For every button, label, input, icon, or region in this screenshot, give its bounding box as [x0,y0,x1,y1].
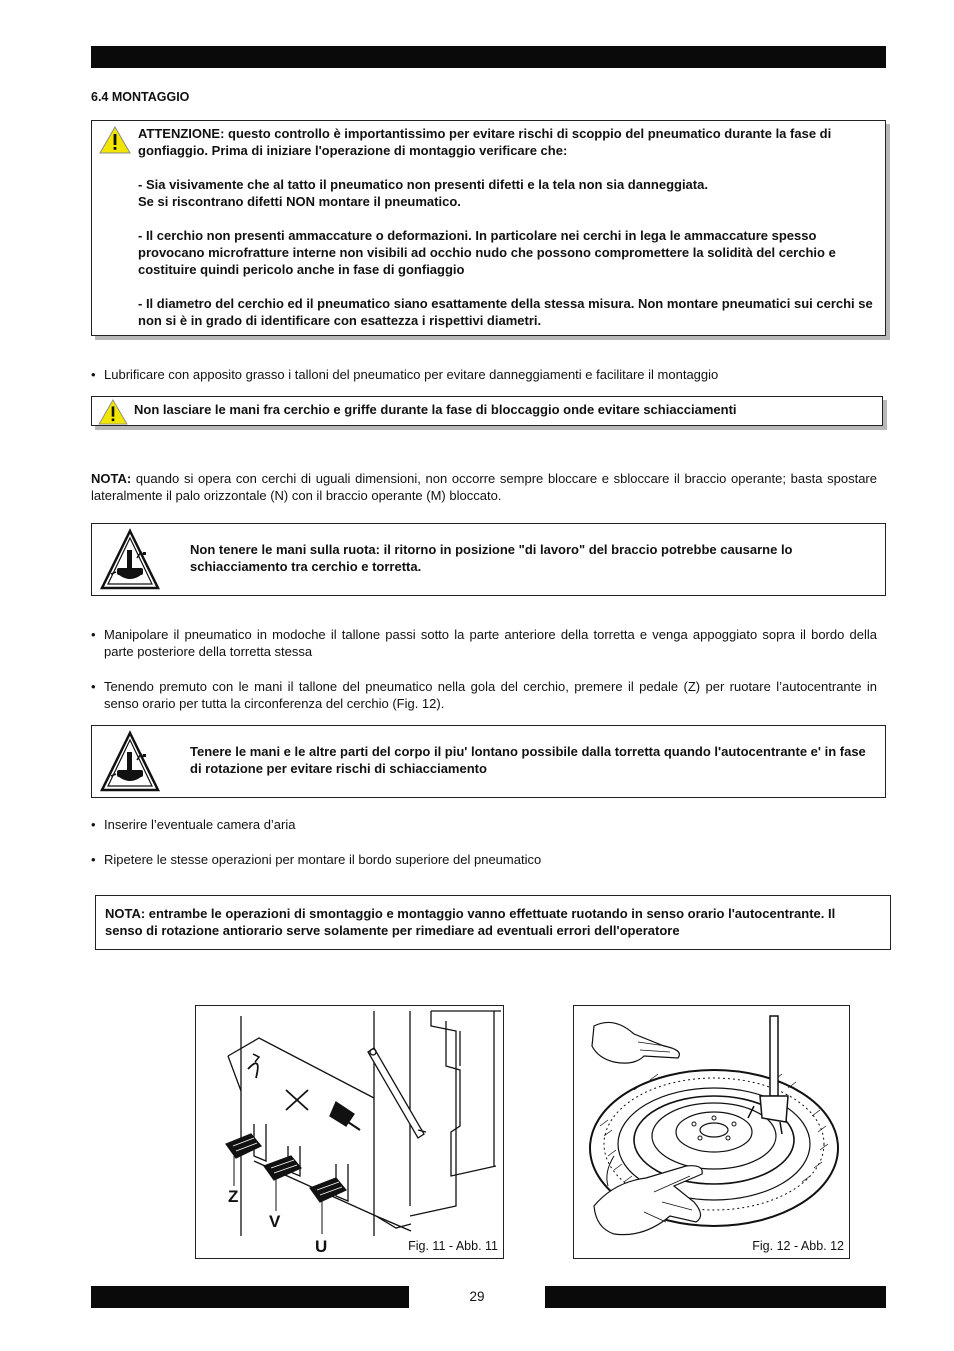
pedal-label: V [269,1212,281,1231]
warning-triangle-icon [99,126,131,154]
warning-paragraph: - Sia visivamente che al tatto il pneumatico non presenti difetti e la tela non sia danneggiata. Se si riscontrano difetti NON montare il pneumatico. [138,177,708,209]
figure-11 [195,1005,504,1259]
warning-box-main [91,120,886,336]
bullet-item: • Inserire l’eventuale camera d’aria [91,816,877,833]
warning-hands-text: Non lasciare le mani fra cerchio e griffe durante la fase di bloccaggio onde evitare schiacciamenti [134,402,737,417]
bullet-item: • Ripetere le stesse operazioni per montare il bordo superiore del pneumatico [91,851,877,868]
warning-triangle-icon [98,399,128,425]
pedal-label: Z [228,1187,239,1206]
nota-text: quando si opera con cerchi di uguali dimensioni, non occorre sempre bloccare e sbloccare il braccio operante; basta spostare lateralmente il palo orizzontale (N) con il braccio operante (M) bloccato. [91,471,877,503]
bullet-item: • Manipolare il pneumatico in modoche il tallone passi sotto la parte anteriore della torretta e venga appoggiato sopra il bordo della parte posteriore della torretta stessa [91,626,877,660]
crush-warning-text-2: Tenere le mani e le altre parti del corpo il piu' lontano possibile dalla torretta quando l'autocentrante e' in fase di rotazione per evitare rischi di schiacciamento [190,744,866,776]
crush-warning-box-1 [91,523,886,596]
nota-box [95,895,891,950]
footer-bar-left [91,1286,409,1308]
pedal-label: U [315,1237,328,1256]
warning-main-text [138,125,883,329]
warning-box-hands [91,396,883,426]
tyre-mounting-illustration [574,1006,850,1259]
figure-caption: Fig. 11 - Abb. 11 [408,1239,498,1253]
warning-paragraph: - Il cerchio non presenti ammaccature o deformazioni. In particolare nei cerchi in lega le ammaccature spesso provocano microfratture interne non visibili ad occhio nudo che possono compromettere la solidità del cerchio e costituire quindi pericolo anche in fase di gonfiaggio [138,228,836,277]
crush-hazard-icon [99,730,161,794]
page-number: 29 [469,1289,485,1304]
figure-caption: Fig. 12 - Abb. 12 [752,1239,844,1253]
header-bar [91,46,886,68]
nota-box-text: NOTA: entrambe le operazioni di smontaggio e montaggio vanno effettuate ruotando in senso orario l'autocentrante. Il senso di rotazione antiorario serve solamente per rimediare ad eventuali errori dell'operatore [105,906,836,938]
bullet-item: • Lubrificare con apposito grasso i talloni del pneumatico per evitare danneggiamenti e facilitare il montaggio [91,366,877,383]
nota-label: NOTA: [91,471,132,486]
pedals-illustration [196,1006,504,1259]
section-title: 6.4 MONTAGGIO [91,90,190,104]
bullet-item: • Tenendo premuto con le mani il tallone del pneumatico nella gola del cerchio, premere il pedale (Z) per ruotare l’autocentrante in senso orario per tutta la circonferenza del cerchio (Fig. 12). [91,678,877,712]
footer-bar-right [545,1286,886,1308]
crush-warning-text-1: Non tenere le mani sulla ruota: il ritorno in posizione "di lavoro" del braccio potrebbe causarne lo schiacciamento tra cerchio e torretta. [190,542,793,574]
warning-paragraph: - Il diametro del cerchio ed il pneumatico siano esattamente della stessa misura. Non montare pneumatici sui cerchi se non si è in grado di identificare con esattezza i rispettivi diametri. [138,296,873,328]
crush-hazard-icon [99,528,161,592]
nota-paragraph [91,470,877,504]
figure-12 [573,1005,850,1259]
crush-warning-box-2 [91,725,886,798]
warning-paragraph: ATTENZIONE: questo controllo è importantissimo per evitare rischi di scoppio del pneumatico durante la fase di gonfiaggio. Prima di iniziare l'operazione di montaggio verificare che: [138,126,832,158]
